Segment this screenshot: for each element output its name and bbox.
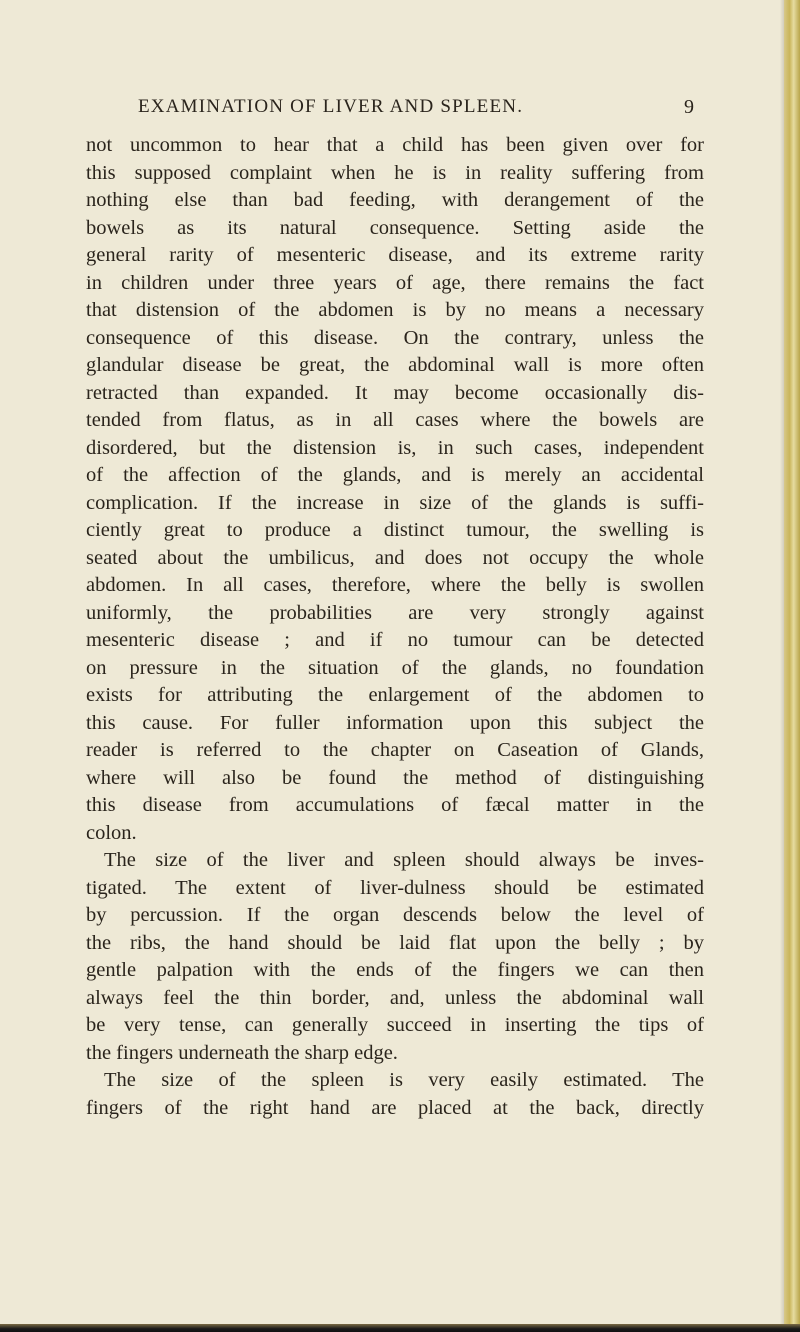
text-line: complication. If the increase in size of the glands is suffi- [86, 491, 704, 514]
text-line: tended from flatus, as in all cases where the bowels are [86, 409, 704, 431]
text-line: consequence of this disease. On the contrary, unless the [86, 326, 704, 349]
text-line: that distension of the abdomen is by no means a necessary [86, 299, 704, 321]
text-line: fingers of the right hand are placed at the back, directly [86, 1096, 704, 1119]
page-edge-gilt [784, 0, 800, 1332]
text-line: uniformly, the probabilities are very strongly against [86, 601, 704, 624]
running-title: EXAMINATION OF LIVER AND SPLEEN. [138, 96, 524, 117]
text-line: seated about the umbilicus, and does not occupy the whole [86, 546, 704, 569]
text-line: the fingers underneath the sharp edge. [86, 1041, 398, 1064]
text-line: exists for attributing the enlargement of the abdomen to [86, 684, 704, 706]
text-line: on pressure in the situation of the glands, no foundation [86, 656, 704, 679]
text-line: always feel the thin border, and, unless the abdominal wall [86, 986, 704, 1009]
text-line: this cause. For fuller information upon this subject the [86, 711, 704, 734]
text-line: ciently great to produce a distinct tumour, the swelling is [86, 519, 704, 541]
text-line: abdomen. In all cases, therefore, where the belly is swollen [86, 574, 704, 596]
text-line: in children under three years of age, there remains the fact [86, 271, 704, 294]
page-header [138, 96, 694, 126]
text-line: by percussion. If the organ descends below the level of [86, 904, 704, 926]
text-line: The size of the spleen is very easily estimated. The [104, 1069, 704, 1091]
text-line: bowels as its natural consequence. Setting aside the [86, 216, 704, 239]
text-line: colon. [86, 821, 137, 844]
text-line: reader is referred to the chapter on Caseation of Glands, [86, 739, 704, 761]
text-line: this disease from accumulations of fæcal matter in the [86, 794, 704, 816]
text-line: nothing else than bad feeding, with derangement of the [86, 189, 704, 211]
page-bottom-edge [0, 1324, 800, 1332]
text-line: gentle palpation with the ends of the fingers we can then [86, 959, 704, 981]
text-line: retracted than expanded. It may become occasionally dis- [86, 381, 704, 404]
text-line: disordered, but the distension is, in such cases, independent [86, 436, 704, 459]
text-line: The size of the liver and spleen should always be inves- [104, 849, 704, 871]
page-number: 9 [684, 96, 694, 118]
text-line: the ribs, the hand should be laid flat upon the belly ; by [86, 931, 704, 954]
text-line: tigated. The extent of liver-dulness should be estimated [86, 876, 704, 899]
text-line: be very tense, can generally succeed in inserting the tips of [86, 1014, 704, 1036]
text-line: this supposed complaint when he is in reality suffering from [86, 161, 704, 184]
text-line: of the affection of the glands, and is merely an accidental [86, 464, 704, 486]
text-line: where will also be found the method of distinguishing [86, 766, 704, 789]
text-line: general rarity of mesenteric disease, and its extreme rarity [86, 244, 704, 266]
text-line: glandular disease be great, the abdominal wall is more often [86, 354, 704, 376]
text-line: mesenteric disease ; and if no tumour can be detected [86, 629, 704, 651]
body-text [86, 132, 704, 1122]
text-line: not uncommon to hear that a child has been given over for [86, 134, 704, 156]
